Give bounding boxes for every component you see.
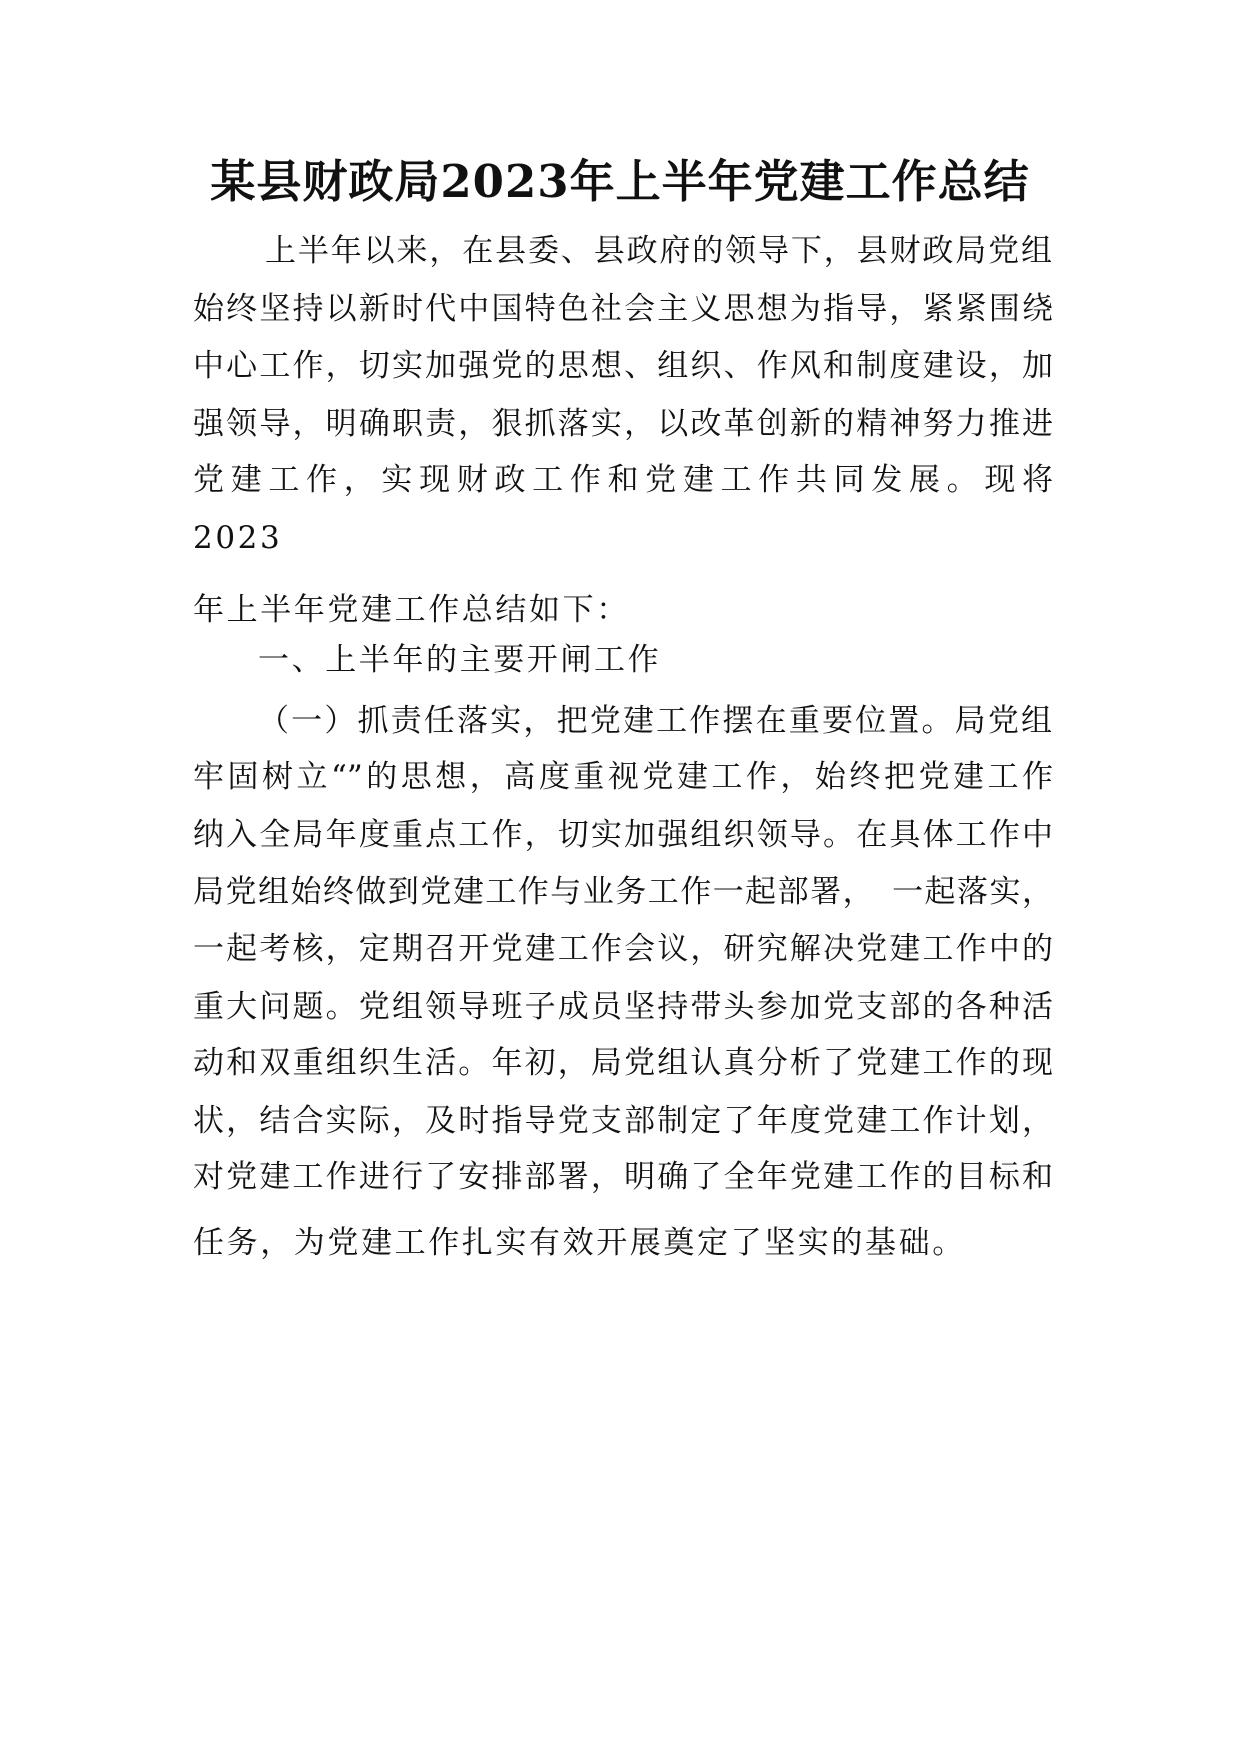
document-title: 某县财政局2023年上半年党建工作总结 bbox=[210, 155, 1030, 208]
paragraph-line: 局党组始终做到党建工作与业务工作一起部署， 一起落实， bbox=[193, 874, 1053, 910]
paragraph-line: 中心工作，切实加强党的思想、组织、作风和制度建设，加 bbox=[193, 348, 1053, 384]
paragraph-line: 年上半年党建工作总结如下： bbox=[193, 592, 630, 628]
paragraph-line: 状，结合实际，及时指导党支部制定了年度党建工作计划， bbox=[193, 1103, 1053, 1139]
paragraph-line: 2023 bbox=[193, 520, 283, 556]
paragraph-line: 强领导，明确职责，狠抓落实，以改革创新的精神努力推进 bbox=[193, 406, 1053, 442]
paragraph-line: 动和双重组织生活。年初，局党组认真分析了党建工作的现 bbox=[193, 1045, 1053, 1081]
paragraph-line: 纳入全局年度重点工作，切实加强组织领导。在具体工作中 bbox=[193, 817, 1053, 853]
paragraph-line: 一起考核，定期召开党建工作会议，研究解决党建工作中的 bbox=[193, 931, 1053, 967]
paragraph-line: 对党建工作进行了安排部署，明确了全年党建工作的目标和 bbox=[193, 1159, 1053, 1195]
section-heading: 一、上半年的主要开闸工作 bbox=[258, 642, 662, 678]
paragraph-line: 上半年以来，在县委、县政府的领导下，县财政局党组 bbox=[265, 233, 1052, 269]
paragraph-line: 重大问题。党组领导班子成员坚持带头参加党支部的各种活 bbox=[193, 989, 1053, 1025]
paragraph-line: 任务，为党建工作扎实有效开展奠定了坚实的基础。 bbox=[193, 1225, 966, 1261]
paragraph-line: 党建工作，实现财政工作和党建工作共同发展。现将 bbox=[193, 462, 1053, 498]
paragraph-line: 牢固树立“”的思想，高度重视党建工作，始终把党建工作 bbox=[193, 759, 1053, 795]
paragraph-line: （一）抓责任落实，把党建工作摆在重要位置。局党组 bbox=[258, 703, 1052, 739]
paragraph-line: 始终坚持以新时代中国特色社会主义思想为指导，紧紧围绕 bbox=[193, 291, 1053, 327]
